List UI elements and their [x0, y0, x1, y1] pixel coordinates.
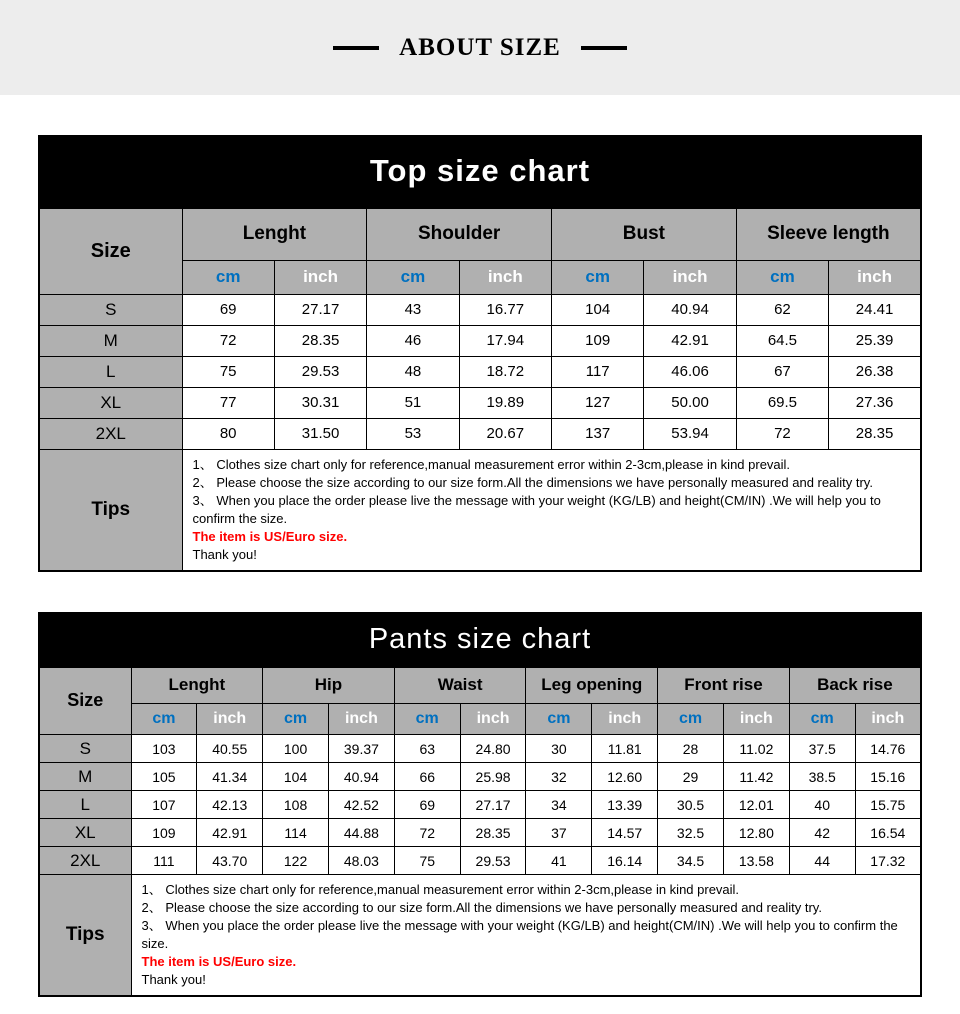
group-header-row: [39, 667, 921, 704]
size-row: [39, 735, 921, 763]
size-value-cell: 75: [182, 356, 274, 387]
size-value-cell: 27.36: [829, 387, 921, 418]
size-row-label: 2XL: [39, 418, 182, 449]
size-value-cell: 16.54: [855, 819, 921, 847]
pants-size-table: [38, 666, 922, 998]
unit-cm-header: cm: [182, 260, 274, 294]
size-value-cell: 137: [552, 418, 644, 449]
size-value-cell: 72: [736, 418, 828, 449]
size-value-cell: 11.81: [592, 735, 658, 763]
size-value-cell: 16.77: [459, 294, 551, 325]
measure-group-header: Hip: [263, 667, 395, 704]
size-value-cell: 15.16: [855, 763, 921, 791]
size-value-cell: 53.94: [644, 418, 736, 449]
measure-group-header: Front rise: [658, 667, 790, 704]
size-value-cell: 72: [182, 325, 274, 356]
size-value-cell: 24.41: [829, 294, 921, 325]
size-value-cell: 28.35: [274, 325, 366, 356]
size-value-cell: 30.31: [274, 387, 366, 418]
size-value-cell: 12.80: [723, 819, 789, 847]
unit-cm-header: cm: [263, 704, 329, 735]
size-row-label: XL: [39, 387, 182, 418]
about-size-banner: [0, 0, 960, 95]
top-size-chart-section: [38, 135, 922, 572]
unit-inch-header: inch: [274, 260, 366, 294]
size-value-cell: 62: [736, 294, 828, 325]
size-value-cell: 48.03: [328, 847, 394, 875]
unit-cm-header: cm: [658, 704, 724, 735]
size-value-cell: 30: [526, 735, 592, 763]
size-value-cell: 64.5: [736, 325, 828, 356]
size-value-cell: 29.53: [460, 847, 526, 875]
unit-inch-header: inch: [460, 704, 526, 735]
size-value-cell: 46.06: [644, 356, 736, 387]
size-value-cell: 75: [394, 847, 460, 875]
size-value-cell: 32.5: [658, 819, 724, 847]
size-value-cell: 48: [367, 356, 459, 387]
size-row-label: S: [39, 294, 182, 325]
size-value-cell: 67: [736, 356, 828, 387]
tips-text: [182, 449, 921, 571]
tip-line: 3、 When you place the order please live the message with your weight (KG/LB) and height(CM/IN) .We will help you to confirm the size.: [141, 918, 898, 951]
size-row-label: S: [39, 735, 131, 763]
measure-group-header: Shoulder: [367, 208, 552, 260]
unit-inch-header: inch: [644, 260, 736, 294]
size-value-cell: 44: [789, 847, 855, 875]
decor-line-left: [333, 46, 379, 50]
size-value-cell: 69: [394, 791, 460, 819]
size-value-cell: 37.5: [789, 735, 855, 763]
size-row: [39, 791, 921, 819]
size-value-cell: 42.13: [197, 791, 263, 819]
size-row-label: M: [39, 325, 182, 356]
measure-group-header: Sleeve length: [736, 208, 921, 260]
unit-cm-header: cm: [367, 260, 459, 294]
pants-size-chart-title: Pants size chart: [38, 612, 922, 666]
size-value-cell: 13.58: [723, 847, 789, 875]
size-value-cell: 114: [263, 819, 329, 847]
tip-line: 2、 Please choose the size according to our size form.All the dimensions we have personally measured and reality try.: [141, 900, 822, 915]
size-row: [39, 819, 921, 847]
size-value-cell: 117: [552, 356, 644, 387]
size-value-cell: 42: [789, 819, 855, 847]
pants-size-chart-section: [38, 612, 922, 998]
tip-line: 1、 Clothes size chart only for reference,manual measurement error within 2-3cm,please in kind prevail.: [141, 882, 740, 897]
size-value-cell: 40.94: [328, 763, 394, 791]
size-value-cell: 28.35: [460, 819, 526, 847]
unit-header-row: [39, 704, 921, 735]
size-value-cell: 103: [131, 735, 197, 763]
unit-cm-header: cm: [131, 704, 197, 735]
size-row: [39, 325, 921, 356]
size-value-cell: 69: [182, 294, 274, 325]
size-row: [39, 294, 921, 325]
size-value-cell: 28.35: [829, 418, 921, 449]
tips-text: [131, 875, 921, 997]
measure-group-header: Lenght: [131, 667, 263, 704]
size-value-cell: 42.91: [197, 819, 263, 847]
measure-group-header: Lenght: [182, 208, 367, 260]
size-value-cell: 122: [263, 847, 329, 875]
unit-cm-header: cm: [526, 704, 592, 735]
measure-group-header: Back rise: [789, 667, 921, 704]
size-row-label: XL: [39, 819, 131, 847]
size-value-cell: 25.98: [460, 763, 526, 791]
size-value-cell: 46: [367, 325, 459, 356]
size-value-cell: 66: [394, 763, 460, 791]
size-value-cell: 34.5: [658, 847, 724, 875]
size-row: [39, 847, 921, 875]
size-row-label: L: [39, 791, 131, 819]
size-value-cell: 17.32: [855, 847, 921, 875]
tip-line: 1、 Clothes size chart only for reference,manual measurement error within 2-3cm,please in kind prevail.: [192, 456, 791, 472]
group-header-row: [39, 208, 921, 260]
size-value-cell: 72: [394, 819, 460, 847]
size-value-cell: 127: [552, 387, 644, 418]
size-value-cell: 38.5: [789, 763, 855, 791]
size-column-header: Size: [39, 208, 182, 294]
measure-group-header: Bust: [552, 208, 737, 260]
size-value-cell: 40.94: [644, 294, 736, 325]
unit-inch-header: inch: [459, 260, 551, 294]
size-value-cell: 37: [526, 819, 592, 847]
size-value-cell: 19.89: [459, 387, 551, 418]
size-value-cell: 34: [526, 791, 592, 819]
size-value-cell: 12.60: [592, 763, 658, 791]
size-value-cell: 12.01: [723, 791, 789, 819]
unit-inch-header: inch: [328, 704, 394, 735]
size-value-cell: 26.38: [829, 356, 921, 387]
size-value-cell: 109: [131, 819, 197, 847]
size-value-cell: 40: [789, 791, 855, 819]
size-row-label: L: [39, 356, 182, 387]
size-value-cell: 16.14: [592, 847, 658, 875]
size-value-cell: 31.50: [274, 418, 366, 449]
size-value-cell: 41: [526, 847, 592, 875]
size-value-cell: 100: [263, 735, 329, 763]
size-value-cell: 13.39: [592, 791, 658, 819]
unit-inch-header: inch: [723, 704, 789, 735]
tip-line: 2、 Please choose the size according to our size form.All the dimensions we have personally measured and reality try.: [192, 474, 873, 490]
size-value-cell: 51: [367, 387, 459, 418]
measure-group-header: Leg opening: [526, 667, 658, 704]
unit-inch-header: inch: [592, 704, 658, 735]
size-row: [39, 356, 921, 387]
tips-row: [39, 875, 921, 997]
size-value-cell: 27.17: [460, 791, 526, 819]
unit-inch-header: inch: [829, 260, 921, 294]
tip-line: 3、 When you place the order please live the message with your weight (KG/LB) and height(CM/IN) .We will help you to confirm the size.: [192, 492, 881, 526]
tip-highlight-red: The item is US/Euro size.: [192, 528, 348, 544]
tips-row: [39, 449, 921, 571]
about-size-title: ABOUT SIZE: [399, 33, 561, 61]
size-value-cell: 53: [367, 418, 459, 449]
size-value-cell: 30.5: [658, 791, 724, 819]
size-value-cell: 41.34: [197, 763, 263, 791]
tip-highlight-red: The item is US/Euro size.: [141, 954, 297, 969]
size-row: [39, 763, 921, 791]
unit-inch-header: inch: [197, 704, 263, 735]
size-value-cell: 39.37: [328, 735, 394, 763]
unit-cm-header: cm: [394, 704, 460, 735]
measure-group-header: Waist: [394, 667, 526, 704]
size-row-label: 2XL: [39, 847, 131, 875]
size-value-cell: 25.39: [829, 325, 921, 356]
top-size-chart-title: Top size chart: [38, 135, 922, 207]
size-value-cell: 18.72: [459, 356, 551, 387]
unit-cm-header: cm: [552, 260, 644, 294]
size-value-cell: 20.67: [459, 418, 551, 449]
size-row: [39, 418, 921, 449]
size-value-cell: 43.70: [197, 847, 263, 875]
size-value-cell: 107: [131, 791, 197, 819]
unit-inch-header: inch: [855, 704, 921, 735]
tips-label: Tips: [39, 449, 182, 571]
size-value-cell: 50.00: [644, 387, 736, 418]
size-value-cell: 111: [131, 847, 197, 875]
size-value-cell: 109: [552, 325, 644, 356]
tips-label: Tips: [39, 875, 131, 997]
size-value-cell: 42.91: [644, 325, 736, 356]
size-value-cell: 63: [394, 735, 460, 763]
decor-line-right: [581, 46, 627, 50]
unit-cm-header: cm: [789, 704, 855, 735]
size-value-cell: 40.55: [197, 735, 263, 763]
size-value-cell: 69.5: [736, 387, 828, 418]
size-value-cell: 14.76: [855, 735, 921, 763]
size-value-cell: 29.53: [274, 356, 366, 387]
size-value-cell: 28: [658, 735, 724, 763]
size-value-cell: 44.88: [328, 819, 394, 847]
size-value-cell: 24.80: [460, 735, 526, 763]
size-value-cell: 11.42: [723, 763, 789, 791]
size-value-cell: 17.94: [459, 325, 551, 356]
size-value-cell: 104: [263, 763, 329, 791]
size-value-cell: 14.57: [592, 819, 658, 847]
size-value-cell: 27.17: [274, 294, 366, 325]
size-value-cell: 43: [367, 294, 459, 325]
tip-thanks: Thank you!: [141, 972, 206, 987]
size-value-cell: 105: [131, 763, 197, 791]
size-value-cell: 15.75: [855, 791, 921, 819]
tip-thanks: Thank you!: [192, 546, 257, 562]
size-value-cell: 104: [552, 294, 644, 325]
size-value-cell: 42.52: [328, 791, 394, 819]
size-value-cell: 32: [526, 763, 592, 791]
size-value-cell: 80: [182, 418, 274, 449]
unit-cm-header: cm: [736, 260, 828, 294]
top-size-table: [38, 207, 922, 572]
size-value-cell: 77: [182, 387, 274, 418]
size-row: [39, 387, 921, 418]
size-column-header: Size: [39, 667, 131, 735]
size-row-label: M: [39, 763, 131, 791]
size-value-cell: 108: [263, 791, 329, 819]
size-value-cell: 29: [658, 763, 724, 791]
size-value-cell: 11.02: [723, 735, 789, 763]
